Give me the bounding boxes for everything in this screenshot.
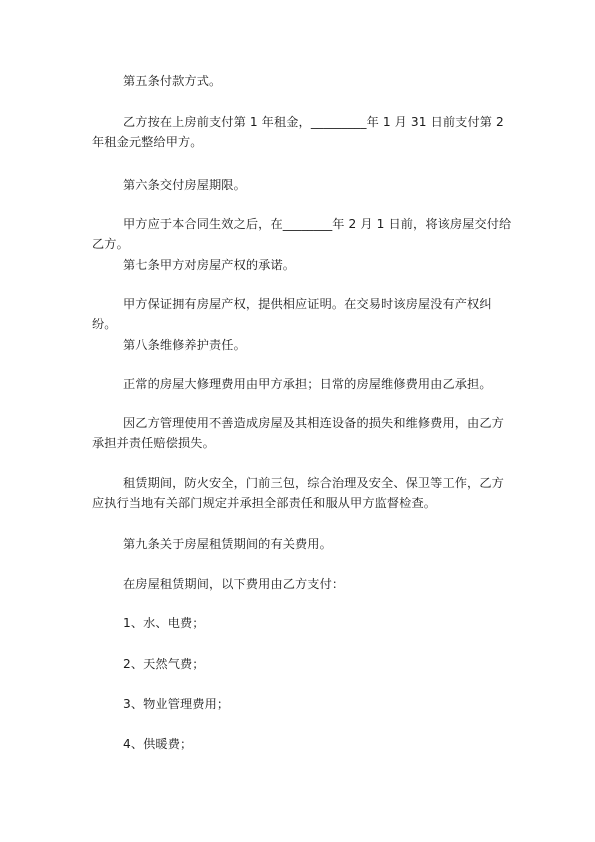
fee-item-gas: 2、天然气费；: [123, 657, 205, 671]
article-8-heading: 第八条维修养护责任。: [123, 338, 246, 352]
article-9-heading: 第九条关于房屋租赁期间的有关费用。: [123, 537, 332, 551]
article-8-damage-text: 因乙方管理使用不善造成房屋及其相连设备的损失和维修费用，由乙方承担并责任赔偿损失。: [92, 416, 504, 450]
article-6-delivery-text: 甲方应于本合同生效之后，在________年 2 月 1 日前，将该房屋交付给乙方。: [92, 217, 512, 251]
article-5-heading: 第五条付款方式。: [123, 74, 222, 88]
article-6-heading: 第六条交付房屋期限。: [123, 178, 246, 192]
article-7-heading: 第七条甲方对房屋产权的承诺。: [123, 258, 296, 272]
article-5-payment-text: 乙方按在上房前支付第 1 年租金，_________年 1 月 31 日前支付第 2 年租金元整给甲方。: [92, 115, 504, 149]
article-8-repair-text: 正常的房屋大修理费用由甲方承担；日常的房屋维修费用由乙承担。: [123, 377, 492, 391]
article-7-property-text: 甲方保证拥有房屋产权，提供相应证明。在交易时该房屋没有产权纠纷。: [92, 297, 492, 331]
article-9-fees-intro: 在房屋租赁期间，以下费用由乙方支付：: [123, 577, 345, 591]
fee-item-water-electricity: 1、水、电费；: [123, 616, 205, 630]
fee-item-heating: 4、供暖费；: [123, 737, 193, 751]
article-8-safety-text: 租赁期间，防火安全，门前三包，综合治理及安全、保卫等工作，乙方应执行当地有关部门规定并承担全部责任和服从甲方监督检查。: [92, 476, 504, 510]
fee-item-property-management: 3、物业管理费用；: [123, 697, 230, 711]
